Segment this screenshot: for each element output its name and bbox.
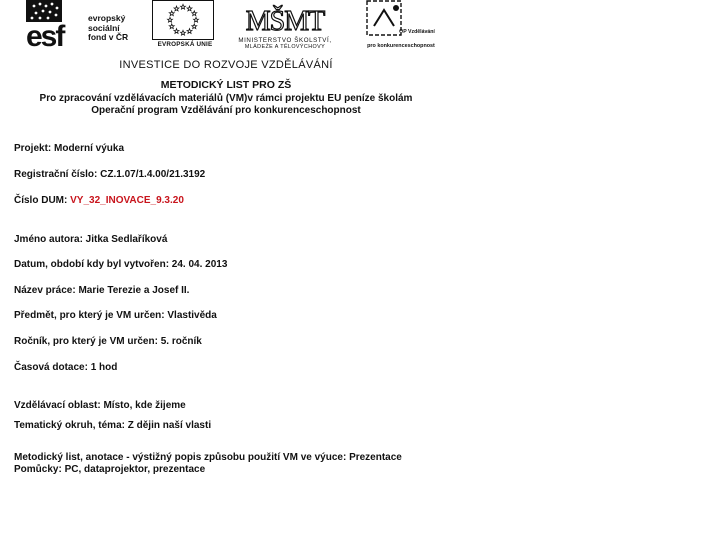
msmt-line-2: MLÁDEŽE A TĚLOVÝCHOVY: [244, 44, 326, 50]
msmt-logo-mark: [245, 0, 325, 37]
esf-word-3: fond v ČR: [88, 32, 129, 42]
subtitle-line-1: Pro zpracování vzdělávacích materiálů (VM)v rámci projektu EU peníze školám: [39, 93, 413, 104]
investice-heading: INVESTICE DO ROZVOJE VZDĚLÁVÁNÍ: [119, 59, 333, 71]
field-casova-dotace: Časová dotace: 1 hod: [14, 362, 118, 373]
opvk-logo: [348, 0, 454, 52]
field-cislo-dum: [14, 195, 184, 206]
subtitle-line-2: Operační program Vzdělávání pro konkurenceschopnost: [91, 105, 361, 116]
msmt-mark-text: MŠMT: [245, 6, 325, 37]
eu-flag-icon: [152, 0, 214, 40]
logo-strip: [22, 0, 452, 56]
field-registracni-cislo: Registrační číslo: CZ.1.07/1.4.00/21.3192: [14, 169, 206, 180]
field-nazev-prace: Název práce: Marie Terezie a Josef II.: [14, 285, 190, 296]
field-cislo-dum-label: Číslo DUM:: [14, 195, 71, 206]
esf-word-1: evropský: [88, 13, 126, 23]
field-projekt: Projekt: Moderní výuka: [14, 143, 125, 154]
field-anotace: Metodický list, anotace - výstižný popis způsobu použití VM ve výuce: Prezentace: [14, 452, 402, 463]
eu-logo: [148, 0, 222, 52]
opvk-line-1: OP Vzdělávání: [399, 29, 435, 35]
field-autor: Jméno autora: Jitka Sedlaříková: [14, 234, 168, 245]
eu-label: EVROPSKÁ UNIE: [157, 41, 213, 48]
opvk-line-2: pro konkurenceschopnost: [367, 43, 435, 49]
page-title: METODICKÝ LIST PRO ZŠ: [160, 79, 292, 91]
esf-mark-text: esf: [26, 20, 64, 53]
esf-logo-mark: [26, 0, 86, 53]
esf-word-2: sociální: [88, 22, 120, 33]
field-vzdelavaci-oblast: Vzdělávací oblast: Místo, kde žijeme: [14, 400, 186, 411]
field-cislo-dum-value: VY_32_INOVACE_9.3.20: [70, 195, 184, 206]
field-predmet: Předmět, pro který je VM určen: Vlastivěda: [14, 310, 217, 321]
msmt-logo: [226, 0, 344, 52]
field-rocnik: Ročník, pro který je VM určen: 5. ročník: [14, 336, 202, 347]
msmt-line-1: MINISTERSTVO ŠKOLSTVÍ,: [238, 37, 332, 44]
field-tematicky-okruh: Tematický okruh, téma: Z dějin naší vlasti: [14, 420, 212, 431]
esf-logo: [26, 0, 142, 52]
field-datum: Datum, období kdy byl vytvořen: 24. 04. 2013: [14, 259, 228, 270]
esf-words: [88, 14, 128, 43]
field-pomucky: Pomůcky: PC, dataprojektor, prezentace: [14, 464, 206, 475]
